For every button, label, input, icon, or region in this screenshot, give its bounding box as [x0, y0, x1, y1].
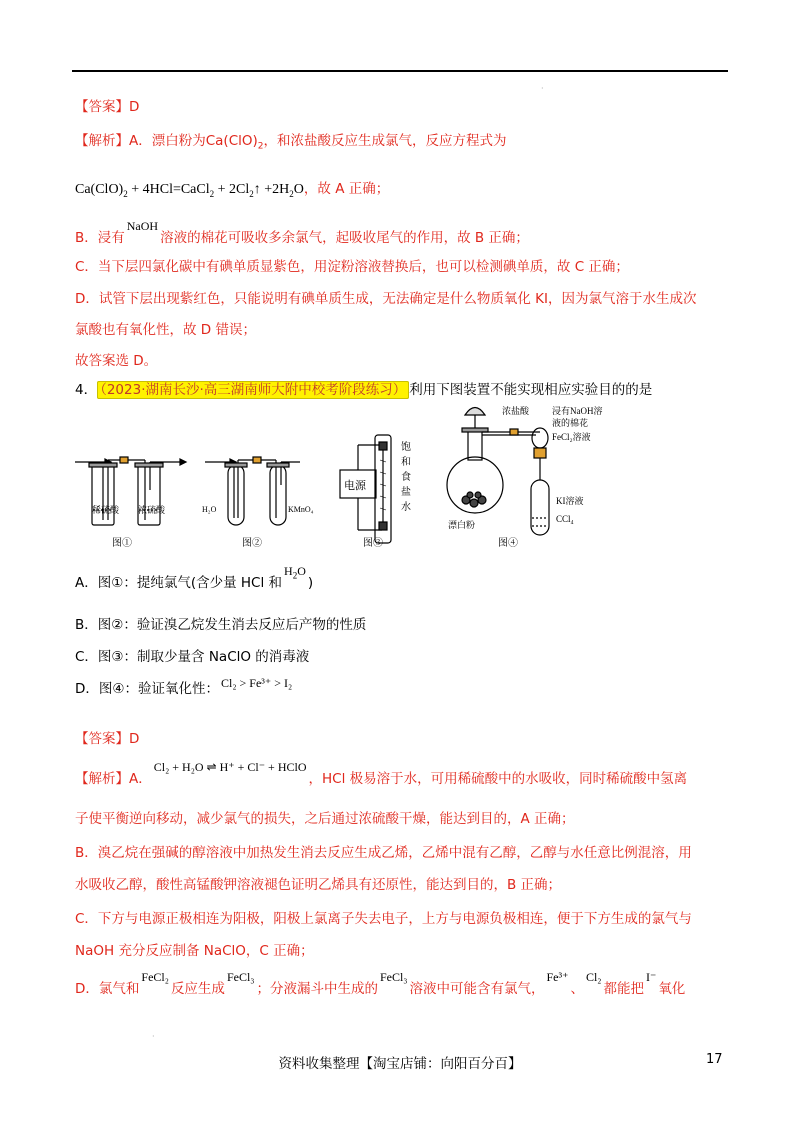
fig4-funnel-label: 浓盐酸 — [502, 406, 530, 416]
speck: · — [152, 1032, 155, 1041]
eq-sub: 2 — [289, 188, 294, 199]
option-D — [75, 676, 294, 698]
analysis1-D-line1: D．试管下层出现紫红色，只能说明有碘单质生成，无法确定是什么物质氧化 KI，因为氯气溶于水生成次 — [75, 291, 697, 307]
option-A-text: A．图①：提纯氯气(含少量 HCl 和 — [75, 575, 283, 591]
question4-stem — [75, 381, 652, 399]
analysis2-A-line1 — [75, 760, 688, 788]
fig1-left-label: 稀硫酸 — [92, 505, 120, 515]
fig2-right-label: KMnO₄ — [288, 505, 314, 514]
fig3-char-2: 食 — [401, 472, 411, 483]
analysis2-D-line — [75, 970, 686, 998]
analysis1-conclusion: 故答案选 D。 — [75, 353, 158, 369]
analysis2-C-line1: C．下方与电源正极相连为阳极，阳极上氯离子失去电子，上方与电源负极相连，便于下方生成的氯气与 — [75, 911, 692, 927]
analysis1-C-line: C．当下层四氯化碳中有碘单质显紫色，用淀粉溶液替换后，也可以检测碘单质，故 C 正确； — [75, 259, 629, 275]
analysis2-D-text: 氧化 — [658, 981, 686, 997]
question-stem-text: 利用下图装置不能实现相应实验目的的是 — [409, 382, 653, 398]
analysis2-A-prefix: A． — [129, 771, 152, 787]
header-rule — [72, 70, 728, 72]
analysis2-D-text: 溶液中可能含有氯气， — [409, 981, 545, 997]
subscript: 2 — [257, 141, 264, 152]
analysis2-B-line1: B．溴乙烷在强碱的醇溶液中加热发生消去反应生成乙烯，乙烯中混有乙醇，乙醇与水任意比例混溶，用 — [75, 845, 692, 861]
fig2-caption: 图② — [242, 538, 262, 549]
analysis-label: 【解析】 — [75, 133, 129, 149]
eq-part: + 4HCl=CaCl — [127, 182, 210, 197]
reaction-equation-line — [75, 180, 389, 203]
fig1-right-label: 浓硫酸 — [138, 505, 166, 515]
analysis2-A-line2: 子使平衡逆向移动，减少氯气的损失，之后通过浓硫酸干燥，能达到目的，A 正确； — [75, 811, 575, 827]
fecl3-formula: FeCl₃ — [379, 970, 408, 984]
analysis1-B-text: B．浸有 — [75, 230, 125, 246]
analysis2-D-text: 、 — [570, 981, 584, 997]
question-source-badge: （2023·湖南长沙·高三湖南师大附中校考阶段练习） — [97, 381, 409, 399]
footer-text: 资料收集整理【淘宝店铺：向阳百分百】 — [278, 1056, 522, 1072]
speck: · — [541, 84, 544, 93]
fecl3-formula: FeCl₃ — [226, 970, 255, 984]
cl2-formula: Cl₂ — [585, 970, 602, 984]
naoh-formula: NaOH — [126, 219, 159, 233]
fig4-ki-label: KI溶液 — [556, 496, 584, 506]
fig4-powder-label: 漂白粉 — [448, 520, 476, 530]
analysis-label: 【解析】 — [75, 771, 129, 787]
fig3-caption: 图③ — [363, 538, 383, 549]
eq-sub: 2 — [209, 188, 215, 199]
analysis1-A-text: A．漂白粉为Ca(ClO) — [129, 133, 258, 149]
analysis1-A-line — [75, 132, 507, 156]
answer-label: 【答案】 — [75, 731, 129, 747]
oxidizing-order-formula: Cl₂ > Fe³⁺ > I₂ — [221, 676, 293, 690]
reaction-equation — [75, 182, 304, 197]
eq-part: Ca(ClO) — [75, 182, 124, 197]
fig3-char-1: 和 — [401, 457, 411, 468]
fig1-caption: 图① — [112, 538, 132, 549]
fecl2-formula: FeCl₂ — [141, 970, 169, 984]
iodide-formula: I⁻ — [645, 970, 657, 984]
option-C: C．图③：制取少量含 NaClO 的消毒液 — [75, 649, 310, 665]
fig4-fecl2-label: FeCl₂溶液 — [552, 432, 591, 442]
fig4-cotton-label-1: 浸有NaOH溶 — [552, 406, 603, 416]
eq-part: ↑ +2H — [253, 182, 290, 197]
analysis1-B-text2: 溶液的棉花可吸收多余氯气，起吸收尾气的作用，故 B 正确； — [160, 230, 529, 246]
fig2-left-label: H₂O — [202, 505, 217, 514]
eq-sub: 2 — [123, 188, 128, 199]
figure-2 — [205, 457, 300, 525]
option-B: B．图②：验证溴乙烷发生消去反应后产物的性质 — [75, 617, 367, 633]
figure-4 — [447, 408, 549, 536]
analysis1-D-line2: 氯酸也有氧化性，故 D 错误； — [75, 322, 256, 338]
chlorine-water-equilibrium: Cl₂ + H₂O ⇌ H⁺ + Cl⁻ + HClO — [153, 760, 307, 774]
fig3-char-3: 盐 — [401, 487, 411, 498]
answer-line-1 — [75, 98, 139, 116]
analysis2-B-line2: 水吸收乙醇，酸性高锰酸钾溶液褪色证明乙烯具有还原性，能达到目的，B 正确； — [75, 877, 562, 893]
fig4-caption: 图④ — [498, 538, 518, 549]
answer-line-2 — [75, 730, 139, 748]
analysis2-A-text1: ，HCl 极易溶于水，可用稀硫酸中的水吸收，同时稀硫酸中氢离 — [308, 771, 688, 787]
option-A-close: ) — [307, 575, 314, 591]
fig4-ccl4-label: CCl₄ — [556, 514, 574, 524]
option-A — [75, 564, 314, 596]
analysis2-D-text: 反应生成 — [170, 981, 225, 997]
fe3-ion-formula: Fe³⁺ — [546, 970, 569, 984]
page-number: 17 — [706, 1052, 723, 1067]
formula-sub: 2 — [292, 570, 298, 581]
eq-tail: ，故 A 正确； — [303, 181, 390, 197]
option-D-text: D．图④：验证氧化性： — [75, 681, 219, 697]
apparatus-figures — [70, 400, 670, 560]
apparatus-diagram — [70, 400, 670, 560]
analysis2-D-text: D．氯气和 — [75, 981, 140, 997]
formula-part: O — [297, 564, 306, 578]
eq-sub: 2 — [249, 188, 254, 199]
analysis2-D-text: 都能把 — [603, 981, 644, 997]
analysis1-A-text2: ，和浓盐酸反应生成氯气，反应方程式为 — [263, 133, 507, 149]
fig3-char-0: 饱 — [401, 442, 411, 453]
analysis1-B-line — [75, 219, 529, 247]
analysis2-C-line2: NaOH 充分反应制备 NaClO，C 正确； — [75, 943, 314, 959]
fig3-char-4: 水 — [401, 502, 411, 513]
answer-value: D — [129, 99, 140, 115]
question-number: 4． — [75, 382, 98, 398]
fig4-cotton-label-2: 液的棉花 — [552, 418, 589, 428]
formula-part: H — [284, 564, 293, 578]
eq-part: + 2Cl — [214, 182, 250, 197]
answer-value: D — [129, 731, 140, 747]
h2o-formula — [284, 564, 306, 581]
fig3-power-label: 电源 — [344, 480, 366, 492]
answer-label: 【答案】 — [75, 99, 129, 115]
eq-part: O — [293, 182, 304, 197]
analysis2-D-text: ；分液漏斗中生成的 — [256, 981, 378, 997]
